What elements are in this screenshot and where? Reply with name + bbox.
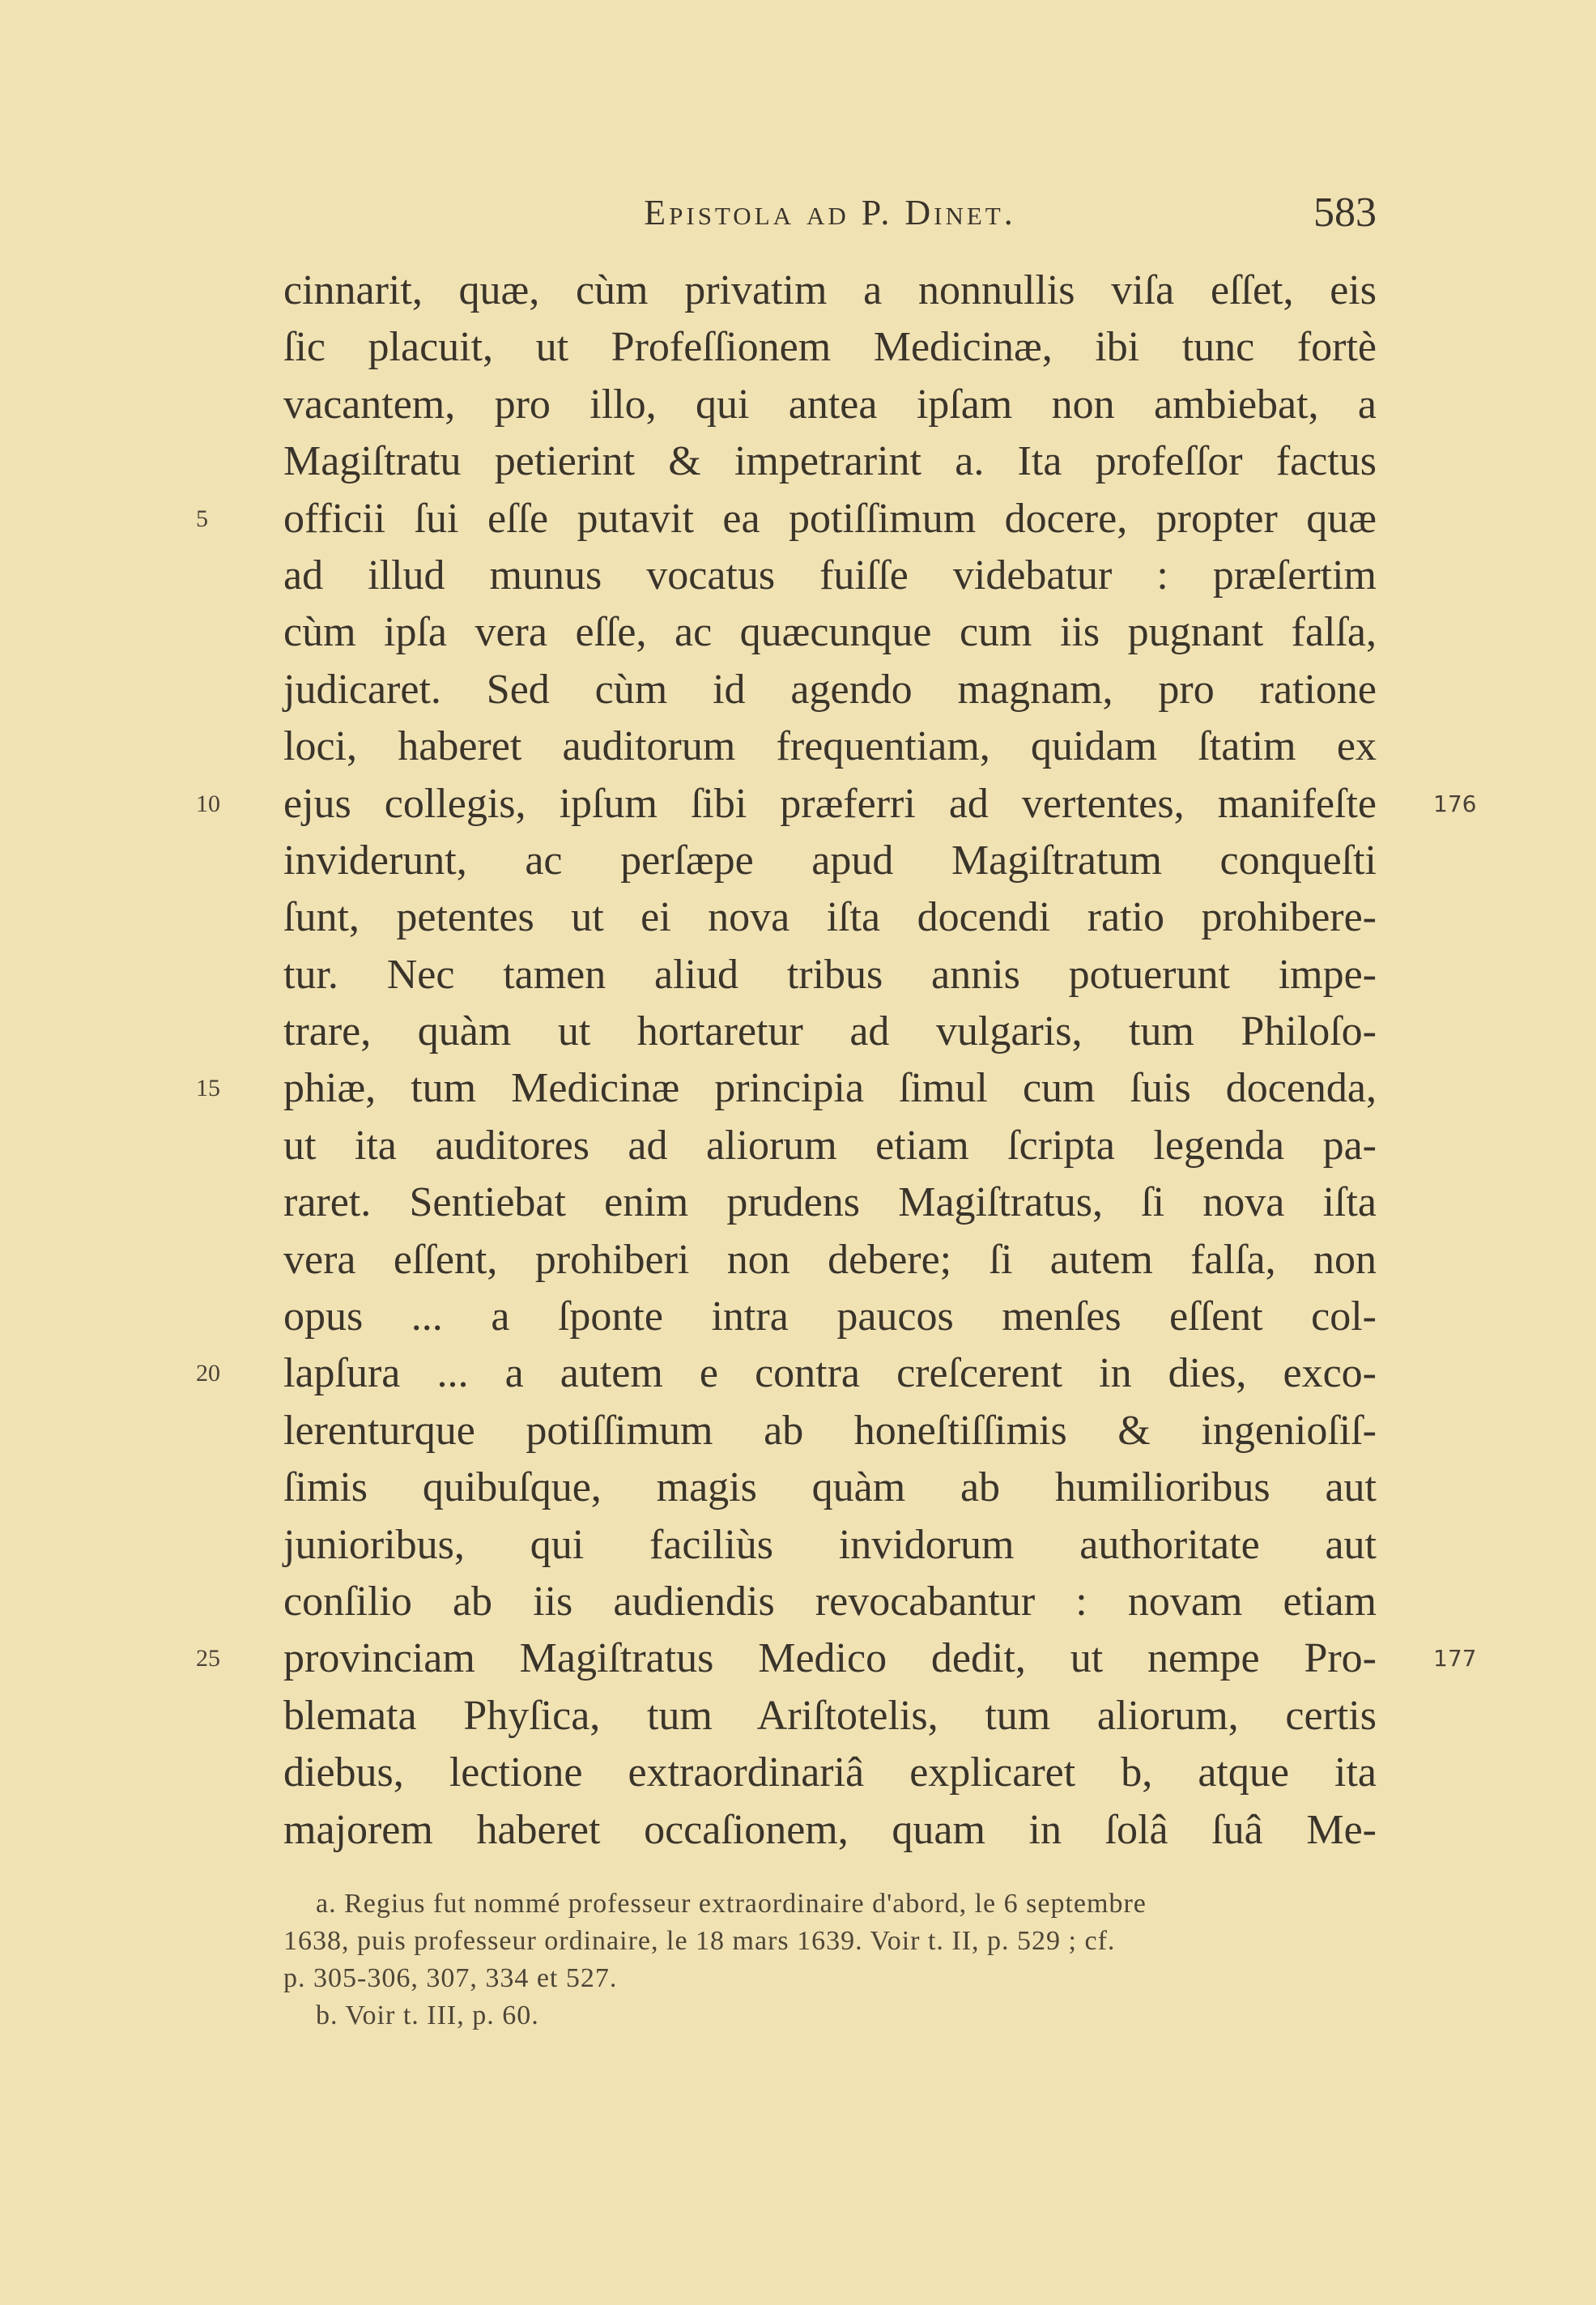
line-text: cinnarit, quæ, cùm privatim a nonnullis viſa eſſet, eis	[283, 267, 1377, 313]
line-text: ad illud munus vocatus fuiſſe videbatur : præſertim	[283, 552, 1377, 599]
text-line	[283, 1745, 1377, 1801]
line-number: 5	[196, 505, 208, 532]
text-line	[283, 433, 1377, 490]
page-header	[283, 185, 1377, 241]
text-line	[283, 262, 1377, 319]
text-line	[196, 1060, 1377, 1117]
text-line	[196, 491, 1377, 547]
text-line	[283, 1232, 1377, 1289]
text-line	[283, 1174, 1377, 1231]
line-text: judicaret. Sed cùm id agendo magnam, pro ratione	[283, 666, 1377, 713]
text-line	[283, 1688, 1377, 1745]
running-title: Epistola ad P. Dinet.	[644, 193, 1016, 232]
line-text: tur. Nec tamen aliud tribus annis potuerunt impe-	[283, 951, 1377, 998]
line-text: conſilio ab iis audiendis revocabantur : novam etiam	[283, 1578, 1377, 1625]
text-line	[196, 776, 1477, 833]
text-line	[283, 319, 1377, 376]
body-text	[196, 262, 1477, 1859]
text-line	[283, 833, 1377, 889]
text-line	[283, 1003, 1377, 1060]
margin-reference: 176	[1433, 790, 1477, 817]
line-text: lapſura ... a autem e contra creſcerent in dies, exco-	[283, 1350, 1377, 1397]
line-text: ſimis quibuſque, magis quàm ab humilioribus aut	[283, 1464, 1377, 1511]
line-text: cùm ipſa vera eſſe, ac quæcunque cum iis pugnant falſa,	[283, 609, 1377, 656]
footnote-line: 1638, puis professeur ordinaire, le 18 mars 1639. Voir t. II, p. 529 ; cf.	[283, 1926, 1116, 1956]
text-line	[196, 1345, 1377, 1402]
line-text: ejus collegis, ipſum ſibi præferri ad vertentes, manifeſte	[283, 780, 1377, 827]
text-line	[283, 662, 1377, 718]
line-text: ut ita auditores ad aliorum etiam ſcripta legenda pa-	[283, 1122, 1377, 1169]
text-line	[283, 947, 1377, 1003]
footnote-line: a. Regius fut nommé professeur extraordinaire d'abord, le 6 septembre	[316, 1889, 1147, 1919]
text-line	[283, 1802, 1377, 1859]
line-number: 15	[196, 1075, 220, 1102]
line-text: inviderunt, ac perſæpe apud Magiſtratum conqueſti	[283, 837, 1377, 884]
line-text: opus ... a ſponte intra paucos menſes eſſent col-	[283, 1293, 1377, 1340]
line-number: 20	[196, 1360, 220, 1387]
line-text: junioribus, qui faciliùs invidorum authoritate aut	[283, 1521, 1377, 1568]
line-text: ſunt, petentes ut ei nova iſta docendi ratio prohibere-	[283, 894, 1377, 941]
line-text: Magiſtratu petierint & impetrarint a. Ita profeſſor factus	[283, 438, 1377, 485]
line-text: officii ſui eſſe putavit ea potiſſimum docere, propter quæ	[283, 495, 1377, 542]
text-line	[283, 1289, 1377, 1345]
line-number: 25	[196, 1645, 220, 1672]
line-text: diebus, lectione extraordinariâ explicaret b, atque ita	[283, 1749, 1377, 1796]
text-line	[283, 1118, 1377, 1174]
line-text: majorem haberet occaſionem, quam in ſolâ ſuâ Me-	[283, 1806, 1377, 1853]
line-text: phiæ, tum Medicinæ principia ſimul cum ſuis docenda,	[283, 1065, 1377, 1112]
margin-reference: 177	[1433, 1645, 1477, 1672]
text-line	[283, 889, 1377, 946]
line-text: provinciam Magiſtratus Medico dedit, ut nempe Pro-	[283, 1635, 1377, 1682]
line-text: ſic placuit, ut Profeſſionem Medicinæ, ibi tunc fortè	[283, 324, 1377, 371]
text-line	[283, 377, 1377, 433]
line-text: vera eſſent, prohiberi non debere; ſi autem falſa, non	[283, 1236, 1377, 1283]
footnote-line: p. 305-306, 307, 334 et 527.	[283, 1963, 618, 1993]
text-line	[283, 1517, 1377, 1574]
text-line	[283, 1403, 1377, 1459]
footnotes	[283, 1885, 1377, 2034]
line-number: 10	[196, 790, 220, 817]
line-text: raret. Sentiebat enim prudens Magiſtratus, ſi nova iſta	[283, 1179, 1377, 1226]
line-text: loci, haberet auditorum frequentiam, quidam ſtatim ex	[283, 723, 1377, 770]
line-text: trare, quàm ut hortaretur ad vulgaris, tum Philoſo-	[283, 1008, 1377, 1055]
footnote-line: b. Voir t. III, p. 60.	[316, 2000, 539, 2030]
text-line	[283, 604, 1377, 661]
line-text: blemata Phyſica, tum Ariſtotelis, tum aliorum, certis	[283, 1692, 1377, 1739]
text-line	[196, 1630, 1477, 1687]
page-number: 583	[1313, 190, 1377, 236]
text-line	[283, 718, 1377, 775]
line-text: lerenturque potiſſimum ab honeſtiſſimis & ingenioſiſ-	[283, 1407, 1377, 1454]
line-text: vacantem, pro illo, qui antea ipſam non ambiebat, a	[283, 381, 1377, 428]
text-line	[283, 547, 1377, 604]
text-line	[283, 1459, 1377, 1516]
text-line	[283, 1574, 1377, 1630]
